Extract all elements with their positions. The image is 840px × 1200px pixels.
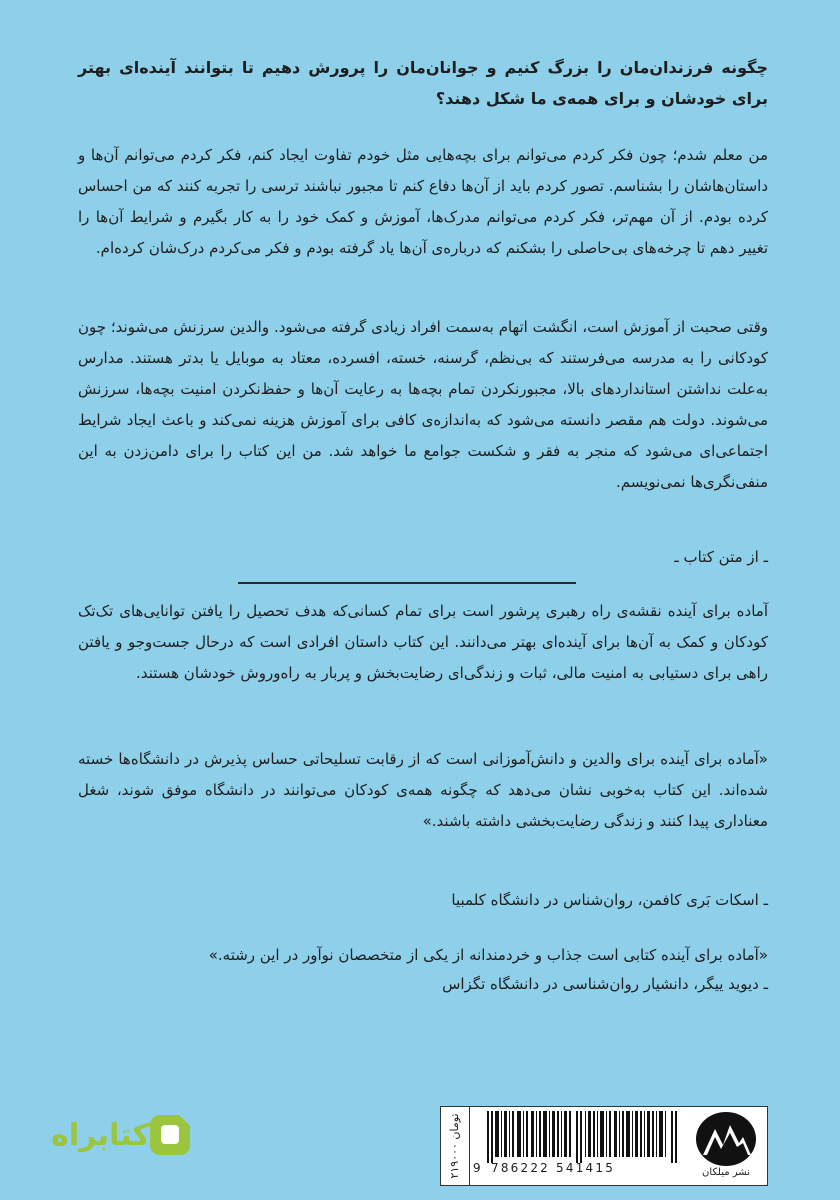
isbn-digits: 786222 541415 [491,1161,616,1175]
price-label: ۲۱۹۰۰۰ تومان [448,1113,461,1179]
barcode-icon [487,1111,679,1163]
ketabrah-logo [38,1112,188,1162]
intro-question: چگونه فرزندان‌مان را بزرگ کنیم و جوانان‌مان را پرورش دهیم تا بتوانند آینده‌ای بهتر برای خودشان و برای همه‌ی ما شکل دهند؟ [78,58,768,108]
logo-text: کتابراه [51,1118,150,1153]
publisher-name: نشر میلکان [702,1167,750,1178]
blurb-attribution-2: ـ دیوید ییگر، دانشیار روان‌شناسی در دانشگاه تگزاس [442,975,768,993]
excerpt-source: ـ از متن کتاب ـ [674,548,768,566]
section-divider [238,582,576,584]
isbn-prefix: 9 [473,1161,481,1175]
publisher-logo [689,1111,763,1181]
bookmark-logo-icon [148,1112,194,1158]
blurb-quote-2: «آماده برای آینده کتابی است جذاب و خردمندانه از یکی از متخصصان نوآور در این رشته.» [208,946,768,964]
blurb-attribution-1: ـ اسکات بَری کافمن، روان‌شناس در دانشگاه کلمبیا [451,891,768,909]
barcode-panel [440,1106,768,1186]
book-description: آماده برای آینده نقشه‌ی راه رهبری پرشور است برای تمام کسانی‌که هدف تحصیل را یافتن توانایی‌های تک‌تک کودکان و کمک به آن‌ها برای آینده‌ای بهتر می‌دانند. این کتاب داستان افرادی است که درحال جست‌وجو و یافتن راهی برای دستیابی به امنیت مالی، ثبات و زندگی‌ای رضایت‌بخش و پربار به راه‌وروش خودشان هستند. [78,602,768,682]
excerpt-paragraph-2: وقتی صحبت از آموزش است، انگشت اتهام به‌سمت افراد زیادی گرفته می‌شود. والدین سرزنش می‌شوند؛ چون کودکانی را به مدرسه می‌فرستند که بی‌نظم، گرسنه، خسته، افسرده، معتاد به موبایل یا بدتر هستند. مدارس به‌علت نداشتن استانداردهای بالا، مجبورنکردن تمام بچه‌ها به رعایت آن‌ها و حفظ‌نکردن امنیت بچه‌ها، سرزنش می‌شوند. دولت هم مقصر دانسته می‌شود که به‌اندازه‌ی کافی برای آموزش هزینه نمی‌کند و باعث ایجاد شرایط اجتماعی‌ای می‌شود که منجر به فقر و شکست جوامع ما خواهد شد. من این کتاب را برای دامن‌زدن به این منفی‌نگری‌ها نمی‌نویسم. [78,318,768,491]
price-column [441,1107,470,1185]
blurb-quote-1: «آماده برای آینده برای والدین و دانش‌آموزانی است که از رقابت تسلیحاتی حساس پذیرش در دانشگاه‌ها خسته شده‌اند. این کتاب به‌خوبی نشان می‌دهد که چگونه همه‌ی کودکان می‌توانند در دانشگاه موفق شوند، شغل معناداری پیدا کنند و زندگی رضایت‌بخشی داشته باشند.» [78,750,768,830]
isbn-barcode [473,1111,681,1181]
excerpt-paragraph-1: من معلم شدم؛ چون فکر کردم می‌توانم برای بچه‌هایی مثل خودم تفاوت ایجاد کنم، فکر کردم می‌توانم آن‌ها و داستان‌هاشان را بشناسم. تصور کردم باید از آن‌ها دفاع کنم تا مجبور نباشند ترسی را تجربه کنند که من احساس کرده بودم. از آن مهم‌تر، فکر کردم می‌توانم مدرک‌ها، آموزش و کمک خود را به کار بگیرم و شرایط آن‌ها را تغییر دهم تا چرخه‌های بی‌حاصلی را بشکنم که درباره‌ی آن‌ها یاد گرفته بودم و فکر می‌کردم درک‌شان کرده‌ام. [78,146,768,257]
mountains-icon [693,1111,759,1167]
